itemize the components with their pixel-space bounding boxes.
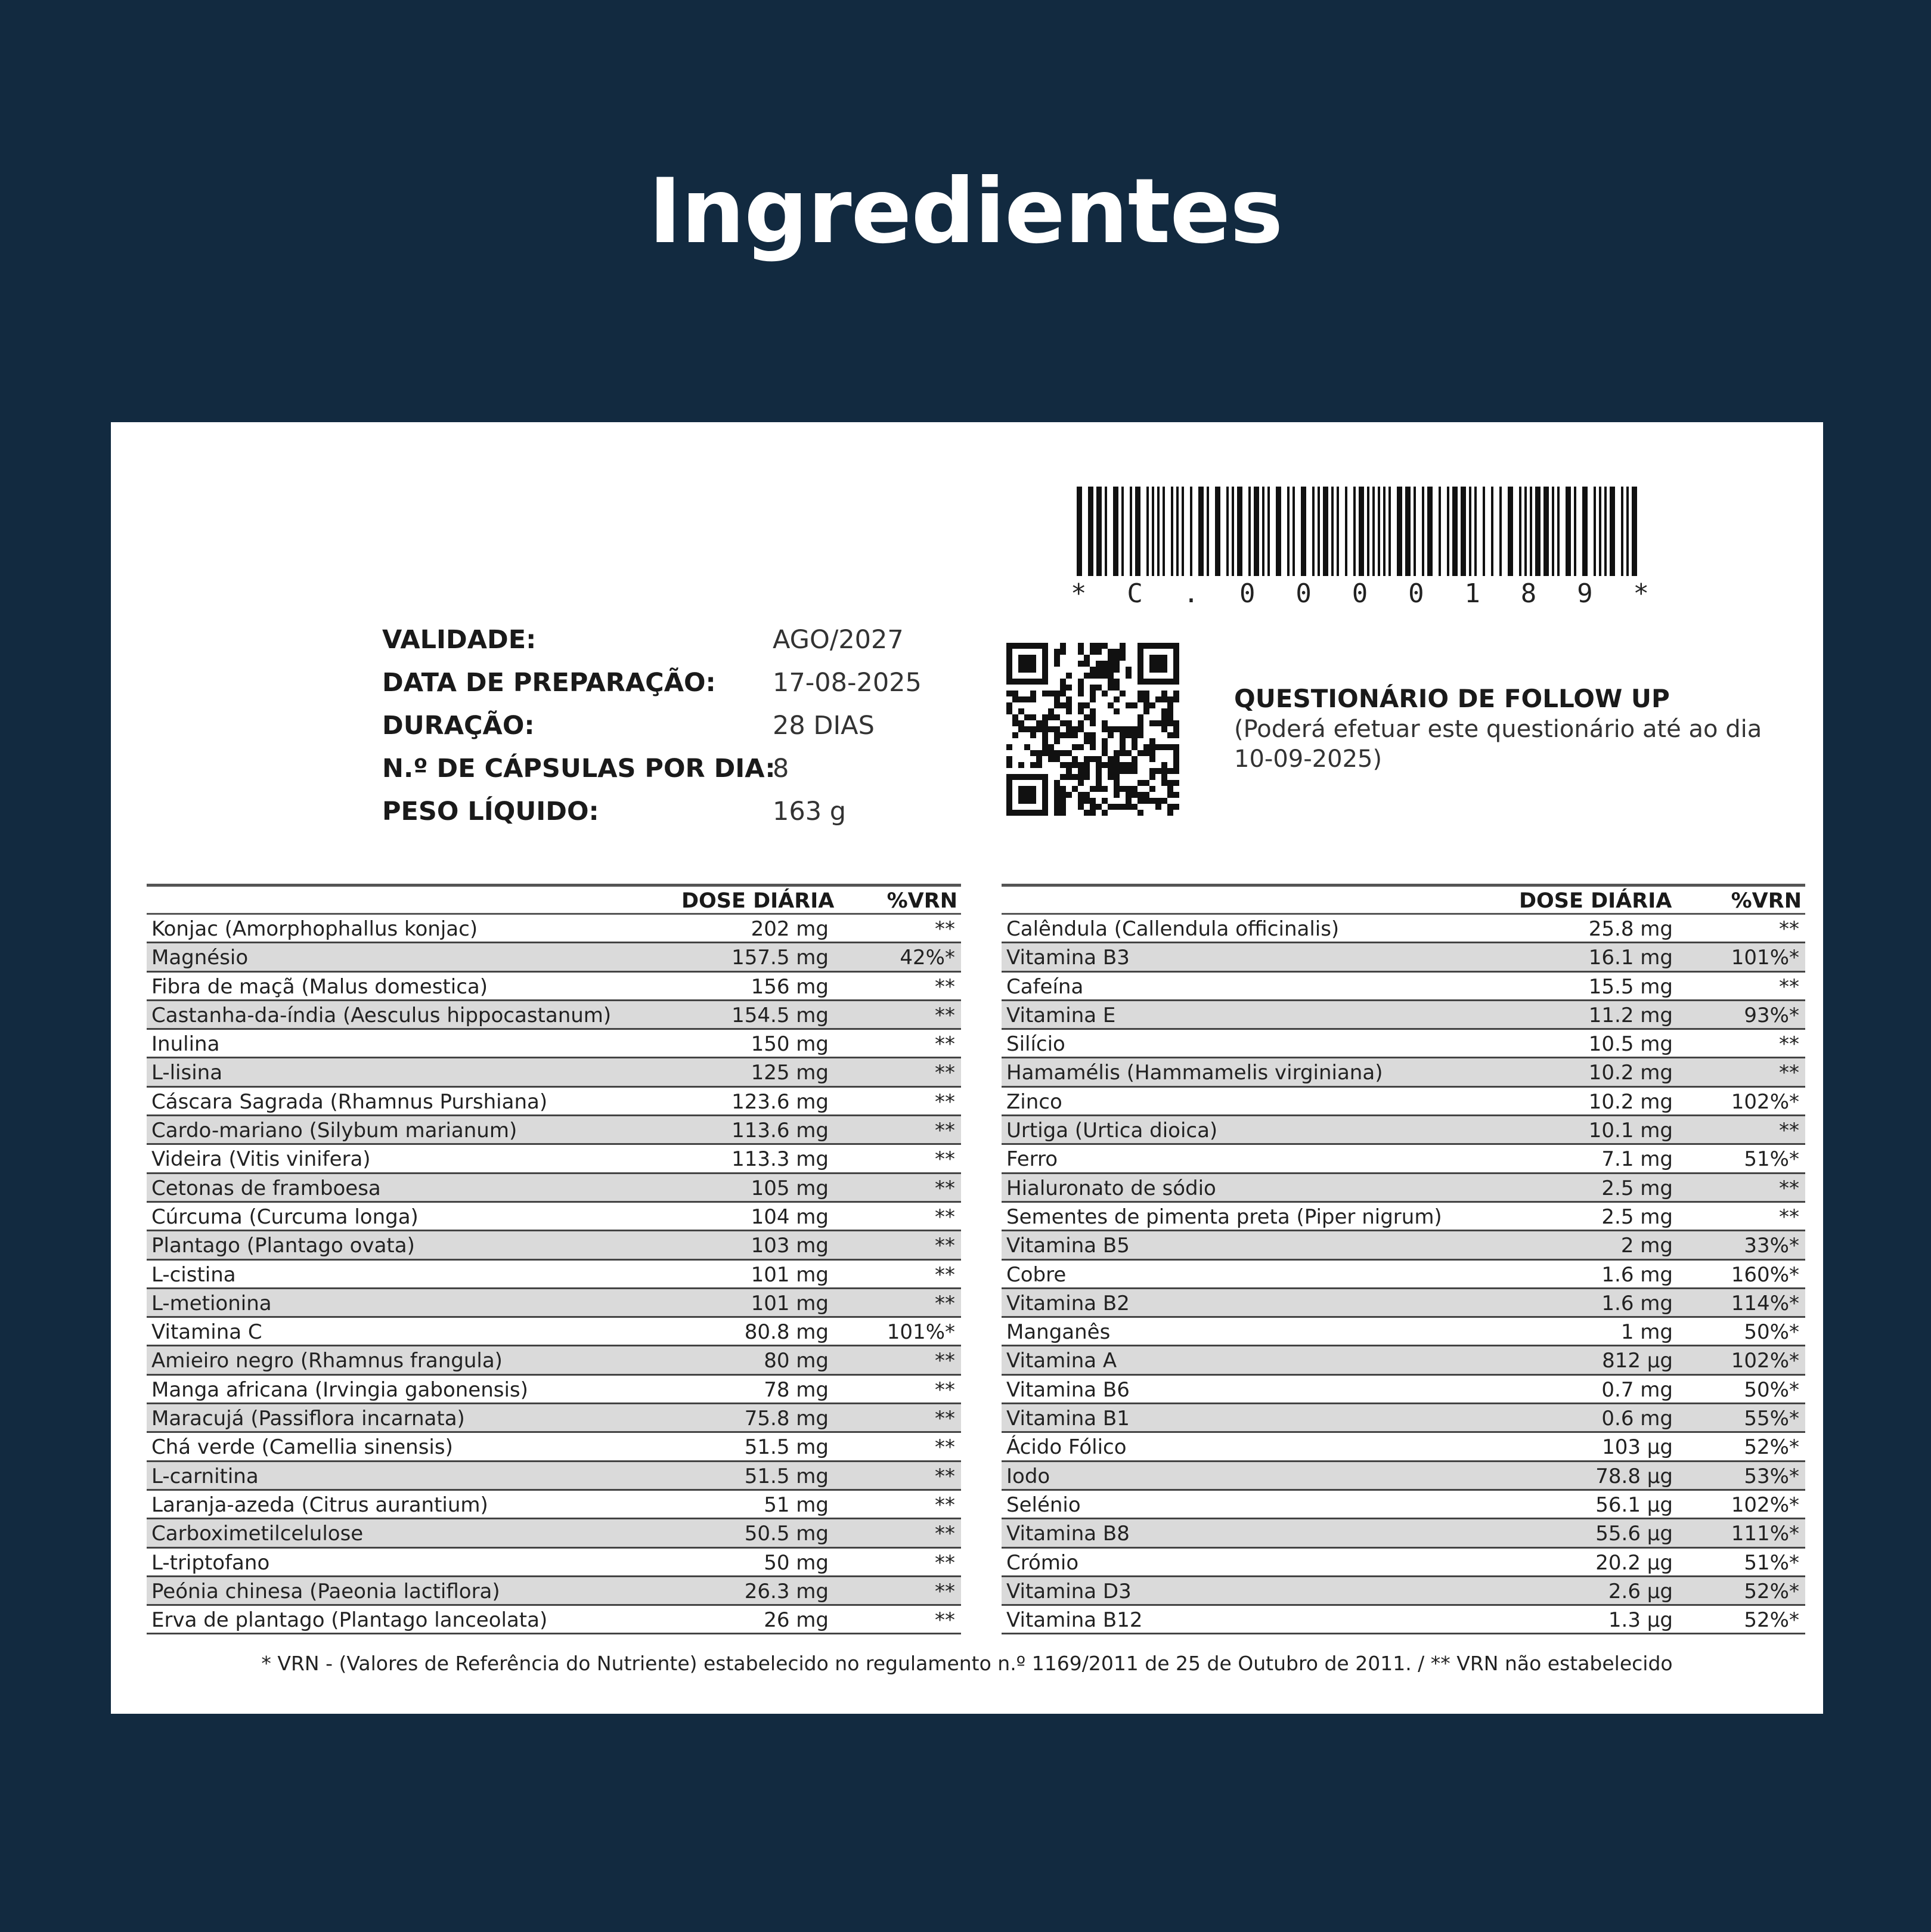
barcode-char: 9 xyxy=(1577,578,1593,609)
table-row xyxy=(147,1577,961,1606)
ingredient-vrn: ** xyxy=(935,1205,955,1229)
table-row xyxy=(147,1549,961,1577)
ingredient-dose: 50.5 mg xyxy=(744,1522,829,1546)
ingredient-name: Sementes de pimenta preta (Piper nigrum) xyxy=(1006,1205,1442,1229)
table-row xyxy=(147,1318,961,1346)
table-row xyxy=(1002,1404,1805,1433)
table-row xyxy=(1002,1462,1805,1491)
ingredient-vrn: ** xyxy=(935,1262,955,1287)
barcode-char: 0 xyxy=(1295,578,1312,609)
ingredient-dose: 2 mg xyxy=(1620,1234,1673,1258)
ingredient-dose: 10.2 mg xyxy=(1588,1061,1673,1085)
table-row xyxy=(1002,1346,1805,1375)
ingredient-name: Vitamina E xyxy=(1006,1003,1116,1027)
table-row xyxy=(147,1404,961,1433)
ingredient-name: Vitamina B8 xyxy=(1006,1522,1130,1546)
barcode-char: 1 xyxy=(1464,578,1480,609)
footnote: * VRN - (Valores de Referência do Nutriente) estabelecido no regulamento n.º 1169/2011 de 25 de Outubro de 2011. / ** VRN não estabelecido xyxy=(261,1652,1673,1675)
ingredient-dose: 156 mg xyxy=(751,974,829,999)
followup-note: (Poderá efetuar este questionário até ao dia 10-09-2025) xyxy=(1234,716,1762,773)
ingredient-dose: 1.6 mg xyxy=(1601,1262,1673,1287)
info-value: AGO/2027 xyxy=(773,625,904,655)
table-row xyxy=(147,1519,961,1548)
info-label: PESO LÍQUIDO: xyxy=(382,797,599,826)
ingredient-vrn: 102%* xyxy=(1731,1493,1799,1517)
ingredient-dose: 50 mg xyxy=(764,1550,829,1575)
ingredient-vrn: ** xyxy=(1779,1205,1799,1229)
ingredient-vrn: 102%* xyxy=(1731,1349,1799,1373)
vrn-header: %VRN xyxy=(1731,889,1802,913)
dose-header: DOSE DIÁRIA xyxy=(681,889,835,913)
ingredient-name: Vitamina B6 xyxy=(1006,1377,1130,1402)
ingredient-name: Inulina xyxy=(151,1032,220,1057)
ingredient-dose: 150 mg xyxy=(751,1032,829,1057)
ingredient-name: Magnésio xyxy=(151,946,249,970)
ingredient-dose: 25.8 mg xyxy=(1588,917,1673,941)
ingredient-name: Cobre xyxy=(1006,1262,1067,1287)
ingredient-dose: 56.1 µg xyxy=(1595,1493,1673,1517)
ingredient-name: Maracujá (Passiflora incarnata) xyxy=(151,1407,465,1431)
ingredient-name: Zinco xyxy=(1006,1089,1062,1114)
table-row xyxy=(147,1346,961,1375)
ingredient-name: Silício xyxy=(1006,1032,1065,1057)
table-row xyxy=(147,1491,961,1519)
ingredient-name: Cardo-mariano (Silybum marianum) xyxy=(151,1119,517,1143)
ingredient-dose: 20.2 µg xyxy=(1595,1550,1673,1575)
ingredient-dose: 2.5 mg xyxy=(1601,1176,1673,1200)
ingredient-vrn: ** xyxy=(1779,1032,1799,1057)
ingredient-name: Selénio xyxy=(1006,1493,1081,1517)
ingredient-dose: 10.5 mg xyxy=(1588,1032,1673,1057)
ingredient-vrn: 52%* xyxy=(1744,1608,1799,1633)
ingredient-name: Erva de plantago (Plantago lanceolata) xyxy=(151,1608,548,1633)
ingredient-name: Carboximetilcelulose xyxy=(151,1522,364,1546)
table-row xyxy=(147,1203,961,1231)
ingredient-name: Vitamina A xyxy=(1006,1349,1117,1373)
ingredient-vrn: ** xyxy=(935,1061,955,1085)
info-label: N.º DE CÁPSULAS POR DIA: xyxy=(382,754,776,784)
ingredient-dose: 125 mg xyxy=(751,1061,829,1085)
info-value: 17-08-2025 xyxy=(773,668,922,698)
ingredient-vrn: ** xyxy=(935,1147,955,1172)
ingredient-vrn: 33%* xyxy=(1744,1234,1799,1258)
barcode-char: . xyxy=(1183,578,1199,609)
ingredient-name: Hamamélis (Hammamelis virginiana) xyxy=(1006,1061,1383,1085)
ingredient-dose: 78.8 µg xyxy=(1595,1464,1673,1488)
table-row xyxy=(147,943,961,972)
ingredient-name: Fibra de maçã (Malus domestica) xyxy=(151,974,488,999)
barcode-char: 0 xyxy=(1352,578,1368,609)
table-row xyxy=(147,1606,961,1634)
ingredient-vrn: ** xyxy=(1779,974,1799,999)
ingredient-vrn: ** xyxy=(935,917,955,941)
ingredient-dose: 103 µg xyxy=(1602,1435,1673,1460)
table-row xyxy=(1002,1088,1805,1116)
ingredient-dose: 123.6 mg xyxy=(732,1089,829,1114)
table-row xyxy=(1002,1203,1805,1231)
table-row xyxy=(1002,943,1805,972)
info-label: DURAÇÃO: xyxy=(382,711,535,741)
ingredient-dose: 1 mg xyxy=(1620,1320,1673,1345)
ingredient-vrn: ** xyxy=(935,1377,955,1402)
table-row xyxy=(147,1058,961,1087)
ingredient-vrn: ** xyxy=(1779,1176,1799,1200)
ingredient-dose: 113.3 mg xyxy=(732,1147,829,1172)
table-row xyxy=(1002,973,1805,1001)
ingredient-vrn: 102%* xyxy=(1731,1089,1799,1114)
ingredient-name: Cetonas de framboesa xyxy=(151,1176,381,1200)
table-row xyxy=(1002,1174,1805,1203)
table-header xyxy=(1002,884,1805,915)
ingredient-dose: 101 mg xyxy=(751,1291,829,1315)
table-row xyxy=(1002,1433,1805,1462)
barcode-char: 8 xyxy=(1520,578,1537,609)
ingredient-name: Vitamina C xyxy=(151,1320,262,1345)
table-row xyxy=(147,1088,961,1116)
ingredient-dose: 75.8 mg xyxy=(744,1407,829,1431)
ingredient-vrn: ** xyxy=(1779,1119,1799,1143)
ingredient-vrn: ** xyxy=(935,1435,955,1460)
ingredient-name: Ferro xyxy=(1006,1147,1058,1172)
table-row xyxy=(147,1462,961,1491)
ingredient-vrn: 51%* xyxy=(1744,1147,1799,1172)
ingredient-name: Vitamina D3 xyxy=(1006,1579,1132,1603)
ingredient-vrn: 50%* xyxy=(1744,1377,1799,1402)
barcode xyxy=(1077,487,1641,576)
ingredient-dose: 10.2 mg xyxy=(1588,1089,1673,1114)
ingredient-name: Cafeína xyxy=(1006,974,1084,999)
ingredient-name: Vitamina B1 xyxy=(1006,1407,1130,1431)
ingredient-dose: 55.6 µg xyxy=(1595,1522,1673,1546)
table-row xyxy=(1002,915,1805,943)
barcode-char: 0 xyxy=(1408,578,1424,609)
ingredient-dose: 202 mg xyxy=(751,917,829,941)
followup-title: QUESTIONÁRIO DE FOLLOW UP xyxy=(1234,684,1670,713)
table-row xyxy=(147,1174,961,1203)
ingredient-name: Cáscara Sagrada (Rhamnus Purshiana) xyxy=(151,1089,548,1114)
ingredient-vrn: ** xyxy=(935,974,955,999)
ingredient-name: Vitamina B3 xyxy=(1006,946,1130,970)
ingredient-vrn: 53%* xyxy=(1744,1464,1799,1488)
ingredient-dose: 15.5 mg xyxy=(1588,974,1673,999)
ingredient-vrn: ** xyxy=(935,1119,955,1143)
ingredient-dose: 16.1 mg xyxy=(1588,946,1673,970)
ingredient-name: Crómio xyxy=(1006,1550,1079,1575)
table-row xyxy=(147,1433,961,1462)
ingredient-dose: 2.6 µg xyxy=(1608,1579,1673,1603)
table-row xyxy=(1002,1577,1805,1606)
ingredient-name: Iodo xyxy=(1006,1464,1050,1488)
table-row xyxy=(147,1261,961,1289)
dose-header: DOSE DIÁRIA xyxy=(1519,889,1672,913)
ingredient-name: Hialuronato de sódio xyxy=(1006,1176,1216,1200)
ingredient-name: L-metionina xyxy=(151,1291,272,1315)
barcode-text xyxy=(1071,578,1649,609)
ingredient-name: Vitamina B2 xyxy=(1006,1291,1130,1315)
ingredient-vrn: 52%* xyxy=(1744,1435,1799,1460)
ingredient-vrn: ** xyxy=(935,1550,955,1575)
ingredient-name: Manga africana (Irvingia gabonensis) xyxy=(151,1377,528,1402)
table-row xyxy=(1002,1549,1805,1577)
ingredient-dose: 105 mg xyxy=(751,1176,829,1200)
ingredient-vrn: 101%* xyxy=(887,1320,955,1345)
info-label: DATA DE PREPARAÇÃO: xyxy=(382,668,716,698)
ingredient-vrn: ** xyxy=(935,1407,955,1431)
ingredient-vrn: 51%* xyxy=(1744,1550,1799,1575)
ingredient-name: Peónia chinesa (Paeonia lactiflora) xyxy=(151,1579,500,1603)
ingredient-vrn: 42%* xyxy=(900,946,955,970)
table-row xyxy=(1002,1145,1805,1174)
ingredient-vrn: 111%* xyxy=(1731,1522,1799,1546)
table-row xyxy=(1002,1289,1805,1318)
ingredient-dose: 812 µg xyxy=(1602,1349,1673,1373)
table-row xyxy=(147,915,961,943)
ingredient-name: L-lisina xyxy=(151,1061,223,1085)
ingredient-name: Videira (Vitis vinifera) xyxy=(151,1147,371,1172)
ingredient-name: Manganês xyxy=(1006,1320,1111,1345)
ingredient-vrn: 114%* xyxy=(1731,1291,1799,1315)
table-row xyxy=(1002,1261,1805,1289)
ingredient-vrn: ** xyxy=(935,1522,955,1546)
ingredient-vrn: ** xyxy=(935,1349,955,1373)
ingredient-name: L-carnitina xyxy=(151,1464,259,1488)
table-row xyxy=(147,1289,961,1318)
table-row xyxy=(147,1001,961,1030)
followup-block xyxy=(1234,683,1806,774)
ingredient-dose: 80 mg xyxy=(764,1349,829,1373)
info-value: 8 xyxy=(773,754,789,784)
ingredient-vrn: 101%* xyxy=(1731,946,1799,970)
vrn-header: %VRN xyxy=(887,889,957,913)
page-title: Ingredientes xyxy=(648,160,1283,264)
ingredient-name: L-triptofano xyxy=(151,1550,270,1575)
ingredient-dose: 26 mg xyxy=(764,1608,829,1633)
ingredient-vrn: ** xyxy=(935,1608,955,1633)
ingredient-name: Vitamina B12 xyxy=(1006,1608,1143,1633)
ingredients-table-left xyxy=(147,884,961,1634)
ingredient-dose: 26.3 mg xyxy=(744,1579,829,1603)
table-row xyxy=(147,1116,961,1145)
ingredient-dose: 1.6 mg xyxy=(1601,1291,1673,1315)
table-row xyxy=(1002,1519,1805,1548)
ingredient-vrn: 93%* xyxy=(1744,1003,1799,1027)
ingredient-dose: 104 mg xyxy=(751,1205,829,1229)
table-row xyxy=(1002,1606,1805,1634)
table-header xyxy=(147,884,961,915)
ingredient-dose: 51.5 mg xyxy=(744,1435,829,1460)
ingredient-vrn: 52%* xyxy=(1744,1579,1799,1603)
ingredient-dose: 113.6 mg xyxy=(732,1119,829,1143)
ingredient-vrn: ** xyxy=(935,1089,955,1114)
barcode-char: * xyxy=(1633,578,1649,609)
table-row xyxy=(1002,1318,1805,1346)
ingredient-dose: 11.2 mg xyxy=(1588,1003,1673,1027)
ingredient-name: Castanha-da-índia (Aesculus hippocastanum) xyxy=(151,1003,612,1027)
ingredient-vrn: 50%* xyxy=(1744,1320,1799,1345)
ingredient-dose: 103 mg xyxy=(751,1234,829,1258)
ingredient-name: Chá verde (Camellia sinensis) xyxy=(151,1435,453,1460)
info-label: VALIDADE: xyxy=(382,625,537,655)
barcode-char: C xyxy=(1127,578,1143,609)
table-row xyxy=(1002,1001,1805,1030)
ingredient-dose: 0.7 mg xyxy=(1601,1377,1673,1402)
ingredient-dose: 157.5 mg xyxy=(732,946,829,970)
ingredient-vrn: ** xyxy=(935,1032,955,1057)
ingredient-dose: 80.8 mg xyxy=(744,1320,829,1345)
ingredient-dose: 1.3 µg xyxy=(1608,1608,1673,1633)
ingredient-vrn: ** xyxy=(935,1579,955,1603)
ingredient-name: Konjac (Amorphophallus konjac) xyxy=(151,917,478,941)
table-row xyxy=(1002,1030,1805,1058)
ingredient-name: Calêndula (Callendula officinalis) xyxy=(1006,917,1340,941)
ingredient-vrn: ** xyxy=(1779,1061,1799,1085)
ingredient-dose: 0.6 mg xyxy=(1601,1407,1673,1431)
ingredient-vrn: ** xyxy=(935,1003,955,1027)
ingredient-name: Laranja-azeda (Citrus aurantium) xyxy=(151,1493,488,1517)
table-row xyxy=(1002,1058,1805,1087)
ingredient-dose: 2.5 mg xyxy=(1601,1205,1673,1229)
ingredient-vrn: ** xyxy=(935,1176,955,1200)
table-row xyxy=(1002,1231,1805,1260)
ingredient-name: Vitamina B5 xyxy=(1006,1234,1130,1258)
table-row xyxy=(147,1231,961,1260)
ingredients-table-right xyxy=(1002,884,1805,1634)
label-card xyxy=(111,422,1823,1714)
ingredient-vrn: ** xyxy=(935,1291,955,1315)
ingredient-dose: 154.5 mg xyxy=(732,1003,829,1027)
table-row xyxy=(147,1030,961,1058)
ingredient-vrn: ** xyxy=(935,1464,955,1488)
ingredient-name: Cúrcuma (Curcuma longa) xyxy=(151,1205,419,1229)
ingredient-vrn: 55%* xyxy=(1744,1407,1799,1431)
table-row xyxy=(1002,1491,1805,1519)
ingredient-dose: 78 mg xyxy=(764,1377,829,1402)
ingredient-dose: 101 mg xyxy=(751,1262,829,1287)
barcode-char: * xyxy=(1071,578,1087,609)
ingredient-dose: 10.1 mg xyxy=(1588,1119,1673,1143)
ingredient-name: Ácido Fólico xyxy=(1006,1435,1127,1460)
ingredient-vrn: ** xyxy=(935,1493,955,1517)
table-row xyxy=(147,1376,961,1404)
ingredient-vrn: ** xyxy=(935,1234,955,1258)
ingredient-vrn: ** xyxy=(1779,917,1799,941)
table-row xyxy=(1002,1116,1805,1145)
info-value: 163 g xyxy=(773,797,847,826)
ingredient-dose: 51 mg xyxy=(764,1493,829,1517)
ingredient-dose: 51.5 mg xyxy=(744,1464,829,1488)
table-row xyxy=(147,973,961,1001)
table-row xyxy=(1002,1376,1805,1404)
barcode-char: 0 xyxy=(1239,578,1256,609)
qr-code[interactable] xyxy=(1006,643,1179,816)
ingredient-name: Plantago (Plantago ovata) xyxy=(151,1234,415,1258)
info-value: 28 DIAS xyxy=(773,711,875,741)
ingredient-dose: 7.1 mg xyxy=(1601,1147,1673,1172)
ingredient-name: Amieiro negro (Rhamnus frangula) xyxy=(151,1349,503,1373)
table-row xyxy=(147,1145,961,1174)
ingredient-name: L-cistina xyxy=(151,1262,236,1287)
ingredient-vrn: 160%* xyxy=(1731,1262,1799,1287)
ingredient-name: Urtiga (Urtica dioica) xyxy=(1006,1119,1218,1143)
